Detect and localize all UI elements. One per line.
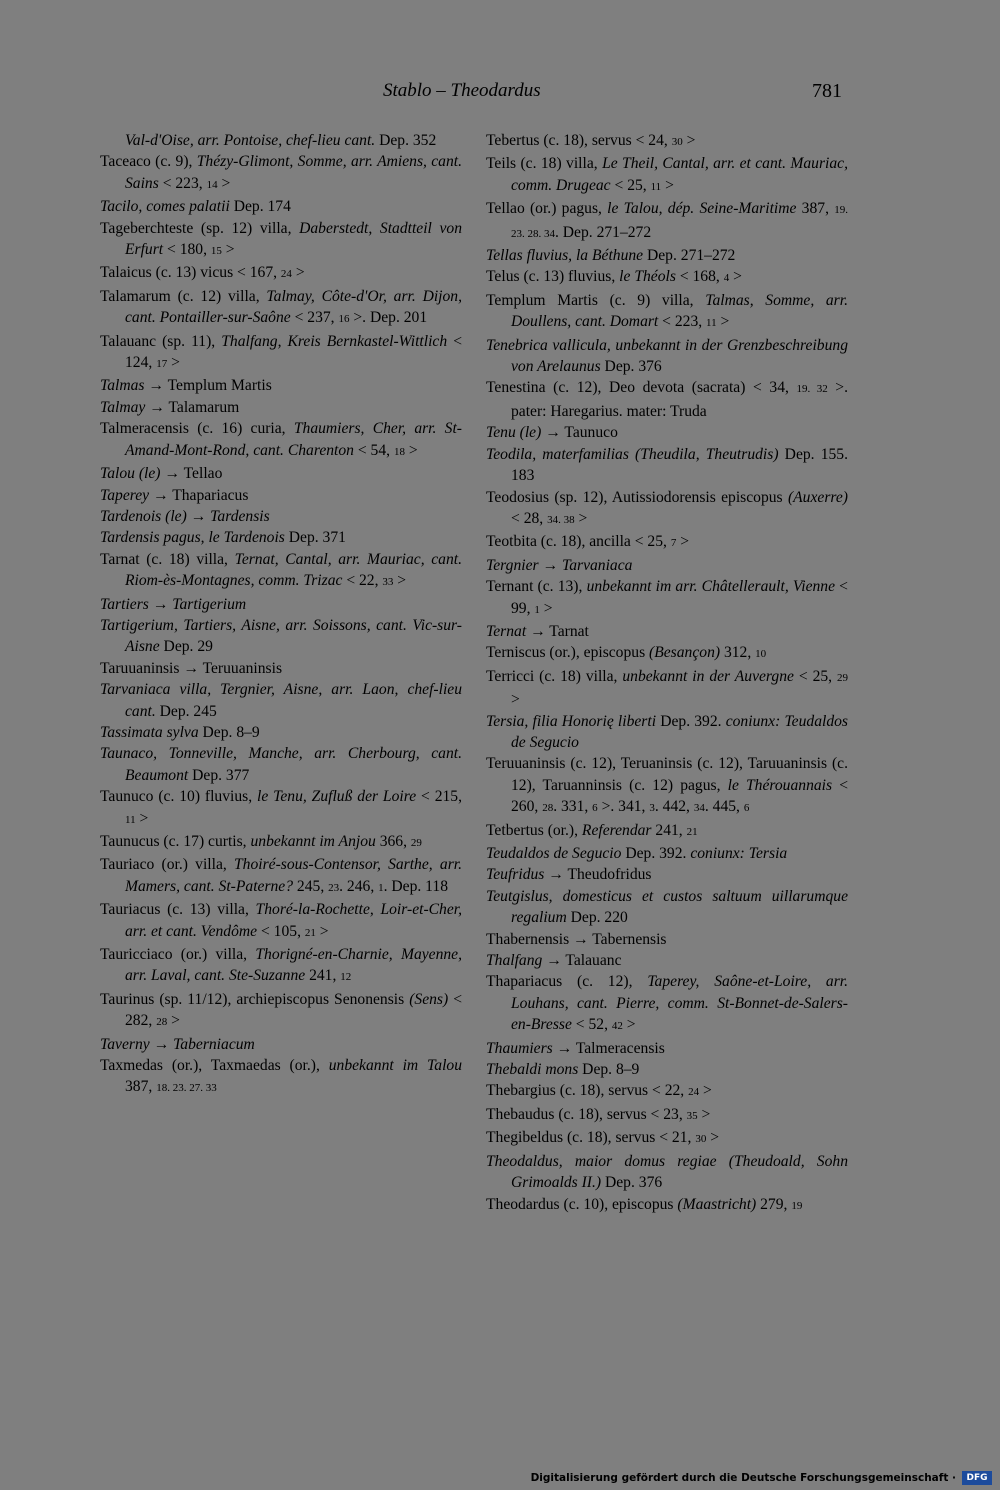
index-entry: Teruuaninsis (c. 12), Teruaninsis (c. 12), Taruuaninsis (c. 12), Taruanninsis (c. 12) pagus, le Thérouannais < 260, 28. 331, 6 >. 341, 3. 442, 34. 445, 6 xyxy=(486,755,848,816)
index-entry: Taxmedas (or.), Taxmaedas (or.), unbekannt im Talou 387, 18. 23. 27. 33 xyxy=(100,1057,463,1096)
index-entry: Thaumiers → Talmeracensis xyxy=(486,1039,665,1057)
index-entry: Talmeracensis (c. 16) curia, Thaumiers, Cher, arr. St-Amand-Mont-Rond, cant. Charenton < 54, 18 > xyxy=(100,420,462,459)
index-entry: Talou (le) → Tellao xyxy=(100,465,223,483)
index-entry: Tarvaniaca villa, Tergnier, Aisne, arr. Laon, chef-lieu cant. Dep. 245 xyxy=(100,681,462,720)
index-entry: Tartiers → Tartigerium xyxy=(100,595,247,613)
index-entry: Taunaco, Tonneville, Manche, arr. Cherbourg, cant. Beaumont Dep. 377 xyxy=(100,745,462,784)
page-footer xyxy=(0,1458,1000,1490)
index-entry: Teotbita (c. 18), ancilla < 25, 7 > xyxy=(486,533,690,551)
index-entry: Thabernensis → Tabernensis xyxy=(486,930,667,948)
index-entry: Taperey → Thapariacus xyxy=(100,486,249,504)
index-entry: Tenu (le) → Taunuco xyxy=(486,424,618,442)
index-entry: Thebargius (c. 18), servus < 22, 24 > xyxy=(486,1082,712,1100)
index-entry: Tartigerium, Tartiers, Aisne, arr. Soissons, cant. Vic-sur-Aisne Dep. 29 xyxy=(100,616,462,656)
index-entry: Tersia, filia Honorię liberti Dep. 392. coniunx: Teudaldos de Segucio xyxy=(486,712,848,751)
index-entry: Thalfang → Talauanc xyxy=(486,952,622,970)
index-entry: Teils (c. 18) villa, Le Theil, Cantal, arr. et cant. Mauriac, comm. Drugeac < 25, 11 > xyxy=(486,155,848,194)
index-entry: Thapariacus (c. 12), Taperey, Saône-et-Loire, arr. Louhans, cant. Pierre, comm. St-Bonnet-de-Salers-en-Bresse < 52, 42 > xyxy=(486,973,849,1034)
index-entry: Tebertus (c. 18), servus < 24, 30 > xyxy=(486,132,696,149)
index-entry: Teudaldos de Segucio Dep. 392. coniunx: Tersia xyxy=(486,845,788,862)
index-entry: Tageberchteste (sp. 12) villa, Daberstedt, Stadtteil von Erfurt < 180, 15 > xyxy=(100,219,463,259)
index-entry: Tardenois (le) → Tardensis xyxy=(100,507,270,525)
running-title: Stablo – Theodardus xyxy=(383,80,541,101)
index-entry: Val-d'Oise, arr. Pontoise, chef-lieu cant. Dep. 352 xyxy=(125,132,437,149)
index-entry: Tauriaco (or.) villa, Thoiré-sous-Contensor, Sarthe, arr. Mamers, cant. St-Paterne? 245, 23. 246, 1. Dep. 118 xyxy=(100,856,462,895)
index-entry: Talmas → Templum Martis xyxy=(100,377,272,395)
index-entry: Terricci (c. 18) villa, unbekannt in der Auvergne < 25, 29 > xyxy=(486,667,848,709)
index-entry: Tacilo, comes palatii Dep. 174 xyxy=(100,198,291,216)
index-entry: Tarnat (c. 18) villa, Ternat, Cantal, arr. Mauriac, cant. Riom-ès-Montagnes, comm. Trizac < 22, 33 > xyxy=(100,550,462,590)
index-entry: Thebaudus (c. 18), servus < 23, 35 > xyxy=(486,1105,711,1123)
index-entry: Talamarum (c. 12) villa, Talmay, Côte-d'Or, arr. Dijon, cant. Pontailler-sur-Saône < 237, 16 >. Dep. 201 xyxy=(100,287,462,327)
index-entry: Talaicus (c. 13) vicus < 167, 24 > xyxy=(100,264,305,282)
index-entry: Teufridus → Theudofridus xyxy=(486,866,652,884)
index-entry: Taunuco (c. 10) fluvius, le Tenu, Zufluß der Loire < 215, 11 > xyxy=(100,788,462,827)
index-entry: Teutgislus, domesticus et custos saltuum uillarumque regalium Dep. 220 xyxy=(486,887,848,927)
index-entry: Teodosius (sp. 12), Autissiodorensis episcopus (Auxerre) < 28, 34. 38 > xyxy=(486,488,848,527)
index-entry: Ternant (c. 13), unbekannt im arr. Châtellerault, Vienne < 99, 1 > xyxy=(486,578,848,617)
index-entry: Tauricciaco (or.) villa, Thorigné-en-Charnie, Mayenne, arr. Laval, cant. Ste-Suzanne 241, 12 xyxy=(100,946,462,985)
dfg-logo: DFG xyxy=(962,1471,992,1485)
left-column xyxy=(100,130,462,1100)
index-entry: Taunucus (c. 17) curtis, unbekannt im Anjou 366, 29 xyxy=(100,833,422,850)
index-entry: Teodila, materfamilias (Theudila, Theutrudis) Dep. 155. 183 xyxy=(486,445,849,485)
index-entry: Thebaldi mons Dep. 8–9 xyxy=(486,1061,640,1079)
index-entry: Terniscus (or.), episcopus (Besançon) 312, 10 xyxy=(486,644,767,662)
index-entry: Theodaldus, maior domus regiae (Theudoald, Sohn Grimoalds II.) Dep. 376 xyxy=(486,1152,848,1192)
index-entry: Talmay → Talamarum xyxy=(100,398,240,416)
index-entry: Tenestina (c. 12), Deo devota (sacrata) < 34, 19. 32 >. pater: Haregarius. mater: Truda xyxy=(486,379,848,420)
index-entry: Taruuaninsis → Teruuaninsis xyxy=(100,659,283,677)
index-entry: Tauriacus (c. 13) villa, Thoré-la-Rochette, Loir-et-Cher, arr. et cant. Vendôme < 105, 21 > xyxy=(100,901,463,940)
index-entry: Tardensis pagus, le Tardenois Dep. 371 xyxy=(100,529,346,547)
index-entry: Tetbertus (or.), Referendar 241, 21 xyxy=(486,821,698,839)
index-entry: Tergnier → Tarvaniaca xyxy=(486,556,633,574)
index-entry: Thegibeldus (c. 18), servus < 21, 30 > xyxy=(486,1129,720,1147)
index-entry: Tellas fluvius, la Béthune Dep. 271–272 xyxy=(486,247,736,265)
index-entry: Tassimata sylva Dep. 8–9 xyxy=(100,723,260,741)
page-number: 781 xyxy=(812,80,842,102)
index-entry: Templum Martis (c. 9) villa, Talmas, Somme, arr. Doullens, cant. Domart < 223, 11 > xyxy=(486,291,848,331)
right-column xyxy=(486,130,848,1217)
index-entry: Theodardus (c. 10), episcopus (Maastricht) 279, 19 xyxy=(486,1195,803,1213)
index-entry: Ternat → Tarnat xyxy=(486,622,589,640)
index-entry: Tellao (or.) pagus, le Talou, dép. Seine-Maritime 387, 19. 23. 28. 34. Dep. 271–272 xyxy=(486,200,848,241)
index-entry: Telus (c. 13) fluvius, le Théols < 168, 4 > xyxy=(486,268,742,286)
index-entry: Taverny → Taberniacum xyxy=(100,1035,255,1053)
index-entry: Taceaco (c. 9), Thézy-Glimont, Somme, arr. Amiens, cant. Sains < 223, 14 > xyxy=(100,153,462,192)
index-entry: Talauanc (sp. 11), Thalfang, Kreis Bernkastel-Wittlich < 124, 17 > xyxy=(100,332,462,372)
index-entry: Tenebrica vallicula, unbekannt in der Grenzbeschreibung von Arelaunus Dep. 376 xyxy=(486,336,848,376)
page-header xyxy=(0,80,1000,106)
footer-credit: Digitalisierung gefördert durch die Deutsche Forschungsgemeinschaft · xyxy=(530,1472,956,1484)
index-entry: Taurinus (sp. 11/12), archiepiscopus Senonensis (Sens) < 282, 28 > xyxy=(100,990,462,1030)
